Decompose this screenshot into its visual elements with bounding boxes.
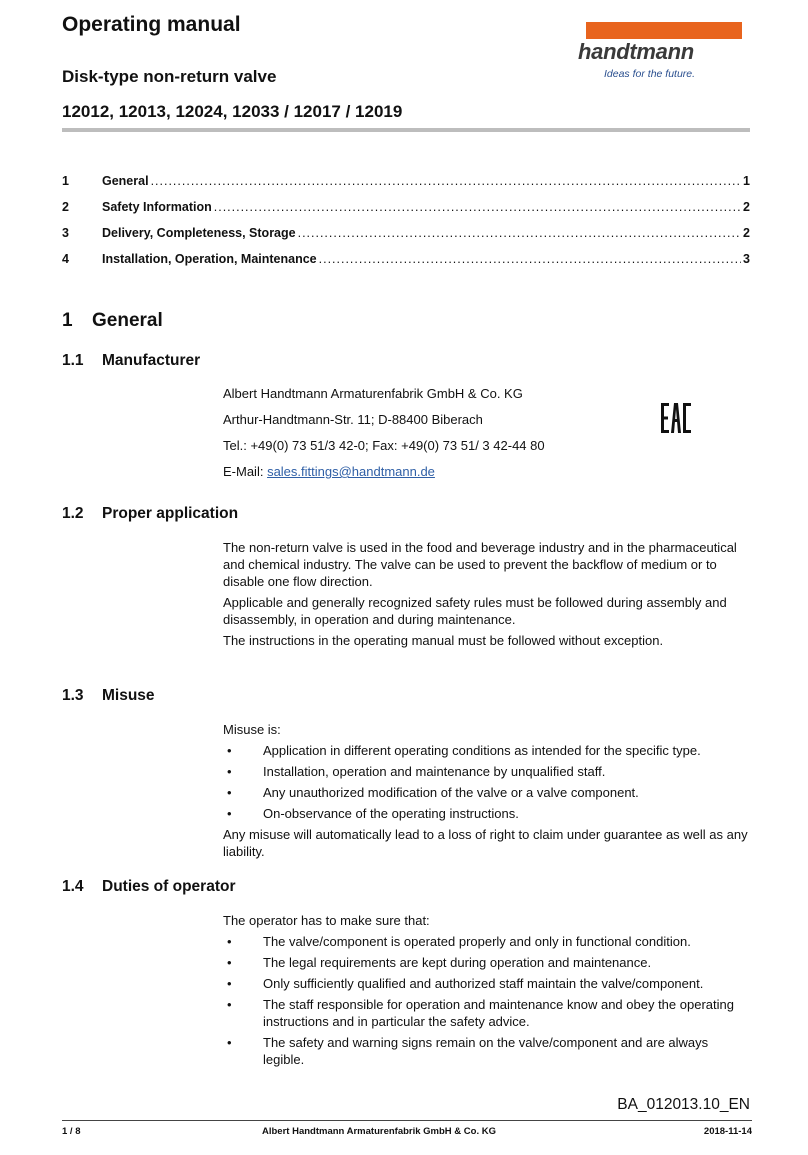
list-item <box>223 996 750 1030</box>
bullet: • <box>227 764 232 779</box>
list-item-text: The valve/component is operated properly and only in functional condition. <box>263 934 691 949</box>
toc-leader <box>319 252 741 266</box>
table-of-contents <box>62 174 750 278</box>
section-number: 1.1 <box>62 352 84 369</box>
toc-leader <box>214 200 741 214</box>
product-subtitle: Disk-type non-return valve <box>62 67 277 86</box>
toc-leader <box>298 226 741 240</box>
company-phone: Tel.: +49(0) 73 51/3 42-0; Fax: +49(0) 73 51/ 3 42-44 80 <box>223 438 545 453</box>
toc-page: 1 <box>743 174 750 188</box>
toc-leader <box>151 174 741 188</box>
section-heading-duties <box>62 878 235 896</box>
section-heading-general <box>62 310 163 332</box>
duties-text <box>223 912 750 1072</box>
section-title: General <box>92 310 163 331</box>
list-intro: The operator has to make sure that: <box>223 913 430 928</box>
list-item <box>223 763 750 780</box>
bullet: • <box>227 997 232 1012</box>
duties-list <box>223 933 750 1068</box>
list-item-text: Only sufficiently qualified and authorized staff maintain the valve/component. <box>263 976 704 991</box>
list-item <box>223 1034 750 1068</box>
list-item <box>223 805 750 822</box>
toc-page: 2 <box>743 226 750 240</box>
toc-entry[interactable] <box>62 200 750 226</box>
bullet: • <box>227 934 232 949</box>
list-item <box>223 954 750 971</box>
bullet: • <box>227 976 232 991</box>
list-item <box>223 742 750 759</box>
list-item <box>223 933 750 950</box>
logo-wordmark: handtmann <box>578 39 694 64</box>
section-number: 1.4 <box>62 878 84 895</box>
misuse-list <box>223 742 750 822</box>
page-number: 1 / 8 <box>62 1126 81 1137</box>
toc-label: General <box>102 174 149 188</box>
toc-entry[interactable] <box>62 226 750 252</box>
bullet: • <box>227 955 232 970</box>
paragraph: The instructions in the operating manual must be followed without exception. <box>223 633 664 648</box>
email-label: E-Mail: <box>223 464 268 479</box>
model-numbers: 12012, 12013, 12024, 12033 / 12017 / 12019 <box>62 102 403 121</box>
list-item-text: On-observance of the operating instructions. <box>263 806 519 821</box>
list-intro: Misuse is: <box>223 722 281 737</box>
section-heading-manufacturer <box>62 352 200 370</box>
bullet: • <box>227 743 232 758</box>
paragraph: The non-return valve is used in the food and beverage industry and in the pharmaceutical and chemical industry. The valve can be used to prevent the backflow of medium or to disable one flow direction. <box>223 540 737 589</box>
company-logo <box>578 22 750 82</box>
header-rule <box>62 128 750 132</box>
toc-label: Installation, Operation, Maintenance <box>102 252 317 266</box>
toc-page: 2 <box>743 200 750 214</box>
section-number: 1.2 <box>62 505 84 522</box>
list-item <box>223 784 750 801</box>
section-title: Manufacturer <box>102 352 201 369</box>
document-code: BA_012013.10_EN <box>617 1096 750 1113</box>
list-item-text: Installation, operation and maintenance by unqualified staff. <box>263 764 606 779</box>
section-title: Proper application <box>102 505 239 522</box>
company-name: Albert Handtmann Armaturenfabrik GmbH & Co. KG <box>223 386 523 401</box>
section-heading-application <box>62 505 238 523</box>
list-outro: Any misuse will automatically lead to a loss of right to claim under guarantee as well as any liability. <box>223 827 748 859</box>
document-title: Operating manual <box>62 13 241 36</box>
company-address: Arthur-Handtmann-Str. 11; D-88400 Biberach <box>223 412 483 427</box>
email-link[interactable]: sales.fittings@handtmann.de <box>267 464 435 479</box>
list-item-text: Application in different operating conditions as intended for the specific type. <box>263 743 701 758</box>
manufacturer-details <box>223 383 750 487</box>
bullet: • <box>227 785 232 800</box>
footer-company: Albert Handtmann Armaturenfabrik GmbH & Co. KG <box>262 1126 497 1137</box>
toc-page: 3 <box>743 252 750 266</box>
list-item-text: The legal requirements are kept during operation and maintenance. <box>263 955 652 970</box>
toc-entry[interactable] <box>62 252 750 278</box>
logo-slogan: Ideas for the future. <box>604 68 696 80</box>
section-number: 1 <box>62 310 73 331</box>
list-item-text: The safety and warning signs remain on the valve/component and are always legible. <box>263 1035 709 1067</box>
application-text <box>223 539 750 653</box>
list-item-text: The staff responsible for operation and maintenance know and obey the operating instructions and in particular the safety advice. <box>263 997 734 1029</box>
toc-entry[interactable] <box>62 174 750 200</box>
bullet: • <box>227 1035 232 1050</box>
logo-bar <box>586 22 742 39</box>
section-title: Duties of operator <box>102 878 236 895</box>
list-item-text: Any unauthorized modification of the valve or a valve component. <box>263 785 639 800</box>
toc-number: 1 <box>62 174 69 188</box>
company-email-line <box>223 461 750 483</box>
toc-label: Safety Information <box>102 200 212 214</box>
paragraph: Applicable and generally recognized safety rules must be followed during assembly and disassembly, in operation and during maintenance. <box>223 595 727 627</box>
toc-number: 3 <box>62 226 69 240</box>
toc-number: 2 <box>62 200 69 214</box>
eac-mark-icon <box>660 401 692 435</box>
footer-date: 2018-11-14 <box>703 1126 752 1137</box>
list-item <box>223 975 750 992</box>
section-heading-misuse <box>62 687 155 705</box>
bullet: • <box>227 806 232 821</box>
toc-label: Delivery, Completeness, Storage <box>102 226 296 240</box>
footer-rule <box>62 1120 752 1121</box>
toc-number: 4 <box>62 252 69 266</box>
section-title: Misuse <box>102 687 155 704</box>
section-number: 1.3 <box>62 687 84 704</box>
misuse-text <box>223 721 750 864</box>
